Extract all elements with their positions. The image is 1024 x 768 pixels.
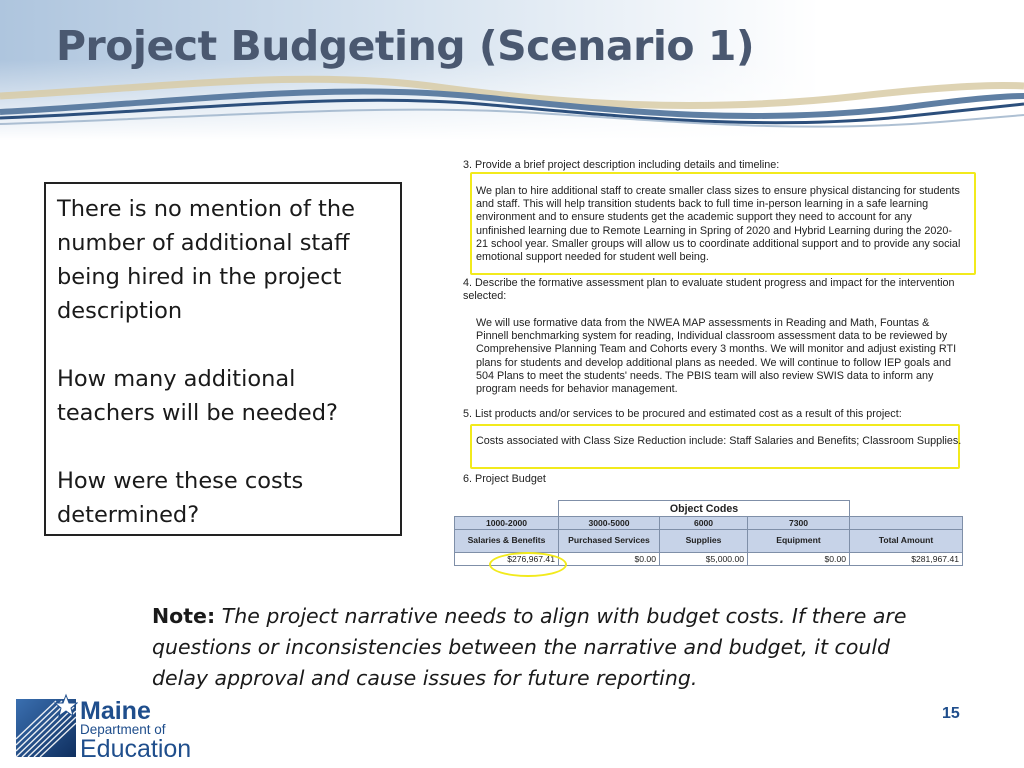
callout-paragraph: There is no mention of the number of additional staff being hired in the project description [57, 196, 355, 324]
amount-cell: $0.00 [748, 553, 850, 566]
category-label: Purchased Services [559, 530, 660, 553]
code-cell: 6000 [660, 517, 748, 530]
page-number: 15 [942, 705, 960, 722]
question-5: 5. List products and/or services to be procured and estimated cost as a result of this project: [463, 408, 902, 420]
maine-doe-logo [14, 693, 214, 761]
callout-paragraph: How were these costs determined? [57, 468, 304, 528]
category-label: Equipment [748, 530, 850, 553]
amount-cell: $281,967.41 [850, 553, 963, 566]
question-4: 4. Describe the formative assessment plan to evaluate student progress and impact for the intervention selected: [463, 277, 955, 303]
code-cell [850, 517, 963, 530]
category-label: Total Amount [850, 530, 963, 553]
answer-5: Costs associated with Class Size Reduction include: Staff Salaries and Benefits; Classroom Supplies. [476, 435, 962, 447]
logo-wordmark [80, 699, 191, 761]
logo-line-3: Education [80, 735, 192, 763]
note-paragraph [152, 601, 942, 694]
note-text: The project narrative needs to align with budget costs. If there are questions or inconsistencies between the narrative and budget, it could delay approval and cause issues for future reporting. [152, 604, 907, 690]
application-excerpt [452, 156, 964, 576]
callout-paragraph: How many additional teachers will be needed? [57, 366, 338, 426]
logo-line-2: Department of [80, 722, 166, 737]
question-3: 3. Provide a brief project description including details and timeline: [463, 159, 780, 171]
code-cell: 1000-2000 [455, 517, 559, 530]
logo-star-mark-icon [14, 693, 78, 759]
amount-cell: $276,967.41 [455, 553, 559, 566]
category-label: Supplies [660, 530, 748, 553]
question-callout-box [44, 182, 402, 536]
logo-line-1: Maine [80, 697, 151, 725]
amount-cell: $0.00 [559, 553, 660, 566]
header-wave-graphic [0, 0, 1024, 140]
code-cell: 3000-5000 [559, 517, 660, 530]
amount-cell: $5,000.00 [660, 553, 748, 566]
salary-highlight-ellipse [489, 552, 567, 577]
note-label: Note: [152, 604, 216, 628]
answer-3: We plan to hire additional staff to create smaller class sizes to ensure physical distancing for students and staff. This will help transition students back to full time in-person learning in a safe learning environment and to ensure students get the academic support they need to account for any unfinished learning due to Remote Learning in Spring of 2020 and Hybrid Learning during the 2020-21 school year. Smaller groups will allow us to coordinate additional support and to provide any social emotional support needed for student well being. [476, 185, 961, 264]
object-codes-header: Object Codes [559, 501, 850, 517]
code-cell: 7300 [748, 517, 850, 530]
question-6: 6. Project Budget [463, 473, 546, 485]
category-label: Salaries & Benefits [455, 530, 559, 553]
slide-title: Project Budgeting (Scenario 1) [56, 22, 755, 70]
answer-4: We will use formative data from the NWEA MAP assessments in Reading and Math, Fountas & Pinnell benchmarking system for reading, Individual classroom assessment data to be reviewed by Comprehensive Planning Team and Cohorts every 3 months. We will monitor and adjust existing RTI plans for students and develop additional plans as needed. We will continue to follow IEP goals and 504 Plans to meet the students' needs. The PBIS team will also review SWIS data to inform any program needs for behavior management. [476, 317, 957, 396]
